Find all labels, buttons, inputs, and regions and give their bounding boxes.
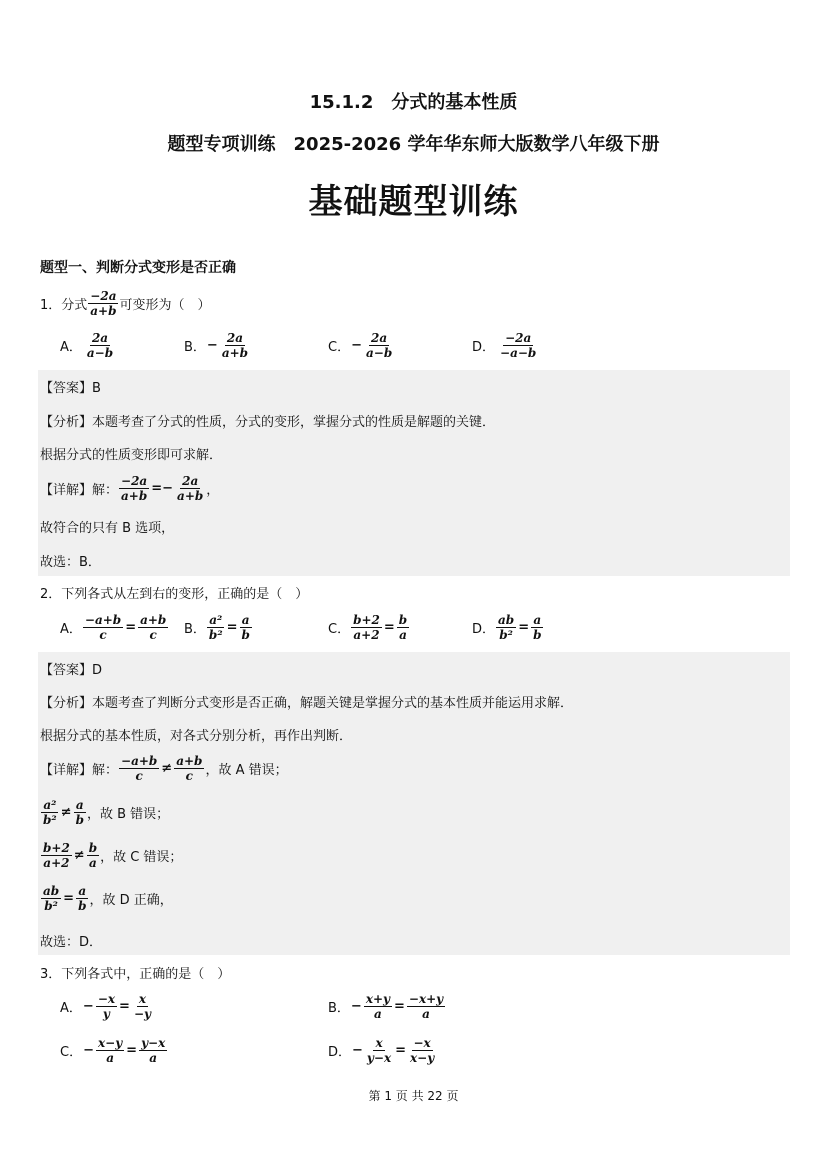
- fraction: [239, 613, 251, 642]
- denominator: c: [99, 628, 107, 642]
- denominator: a+b: [121, 489, 148, 503]
- denominator: −y: [133, 1007, 151, 1021]
- fraction: [174, 754, 204, 783]
- q1-detail: [40, 474, 219, 503]
- denominator: a: [106, 1051, 114, 1065]
- fraction: [74, 798, 86, 827]
- relation: ≠: [60, 805, 72, 820]
- q1-option-b[interactable]: [184, 331, 251, 360]
- denominator: c: [149, 628, 157, 642]
- q2-stem: 2．下列各式从左到右的变形，正确的是（ ）: [40, 587, 309, 602]
- sign: −: [352, 1043, 363, 1058]
- numerator: −x: [413, 1036, 431, 1050]
- section-title: 题型一、判断分式变形是否正确: [40, 260, 236, 276]
- sign: −: [83, 1043, 94, 1058]
- q3-option-d[interactable]: [328, 1036, 437, 1065]
- title-line-2: 题型专项训练 2025-2026 学年华东师大版数学八年级下册: [167, 134, 660, 155]
- option-label: C．: [328, 340, 351, 355]
- q2-analysis: 【分析】本题考查了判断分式变形是否正确，解题关键是掌握分式的基本性质并能运用求解．: [40, 696, 574, 711]
- denominator: b: [241, 628, 250, 642]
- detail-text: ，故 B 错误；: [86, 807, 170, 822]
- denominator: b: [75, 813, 84, 827]
- fraction: [132, 992, 153, 1021]
- numerator: a+b: [176, 754, 203, 768]
- denominator: a−b: [86, 346, 114, 360]
- fraction: [83, 613, 123, 642]
- q2-option-d[interactable]: [472, 613, 544, 642]
- denominator: a: [89, 856, 97, 870]
- numerator: −2a: [505, 331, 532, 345]
- numerator: −2a: [90, 289, 117, 303]
- q1-option-d[interactable]: [472, 331, 539, 360]
- option-label: A．: [60, 340, 82, 355]
- option-label: D．: [472, 340, 496, 355]
- numerator: 2a: [371, 331, 388, 345]
- fraction: [365, 1036, 393, 1065]
- numerator: b: [88, 841, 98, 855]
- q2-detail-c: [40, 841, 182, 870]
- option-label: B．: [184, 340, 206, 355]
- option-label: A．: [60, 1001, 82, 1016]
- fraction: [531, 613, 543, 642]
- relation: =: [126, 1043, 138, 1058]
- denominator: a: [149, 1051, 158, 1065]
- numerator: b+2: [43, 841, 70, 855]
- fraction: [41, 884, 61, 913]
- equals-sign: =−: [151, 481, 174, 496]
- denominator: a+2: [353, 628, 380, 642]
- fraction: [119, 754, 159, 783]
- numerator: 2a: [226, 331, 243, 345]
- denominator: b²: [44, 899, 58, 913]
- numerator: −x: [97, 992, 116, 1006]
- option-fraction: [85, 331, 115, 360]
- denominator: c: [135, 769, 143, 783]
- q2-detail-d: [40, 884, 173, 913]
- numerator: a: [75, 798, 84, 812]
- numerator: a: [533, 613, 542, 627]
- q1-answer: 【答案】B: [40, 381, 101, 396]
- denominator: a: [399, 628, 407, 642]
- q3-option-b[interactable]: [328, 992, 446, 1021]
- q1-prefix: 1．分式: [40, 298, 88, 313]
- fraction: [408, 1036, 436, 1065]
- denominator: a+b: [221, 346, 249, 360]
- relation: =: [125, 620, 137, 635]
- denominator: b²: [43, 813, 57, 827]
- denominator: x−y: [410, 1051, 435, 1065]
- q1-option-c[interactable]: [328, 331, 395, 360]
- q1-option-a[interactable]: [60, 331, 116, 360]
- detail-prefix: 【详解】解：: [40, 763, 119, 778]
- fraction: [496, 613, 516, 642]
- q2-detail-a: [40, 754, 288, 783]
- fraction: [41, 798, 59, 827]
- relation: ≠: [73, 848, 85, 863]
- denominator: a+b: [177, 489, 204, 503]
- option-label: B．: [184, 622, 206, 637]
- numerator: y−x: [141, 1036, 166, 1050]
- option-fraction: [498, 331, 538, 360]
- denominator: b²: [208, 628, 223, 642]
- numerator: a: [78, 884, 87, 898]
- detail-suffix: ，: [206, 483, 220, 498]
- q3-option-a[interactable]: [60, 992, 154, 1021]
- denominator: y: [102, 1007, 110, 1021]
- fraction: [397, 613, 409, 642]
- denominator: a−b: [365, 346, 393, 360]
- fraction: [138, 613, 168, 642]
- fraction: [96, 992, 117, 1021]
- q2-choose: 故选：D．: [40, 935, 103, 950]
- detail-text: ，故 C 错误；: [100, 850, 183, 865]
- q1-solution-panel: [38, 370, 790, 576]
- numerator: a²: [209, 613, 223, 627]
- page-title: 基础题型训练: [308, 182, 519, 222]
- denominator: a: [374, 1007, 382, 1021]
- q2-option-a[interactable]: [60, 613, 169, 642]
- numerator: x+y: [365, 992, 391, 1006]
- fraction: [407, 992, 445, 1021]
- sign: −: [206, 338, 218, 353]
- fraction: [364, 992, 392, 1021]
- q2-option-b[interactable]: [184, 613, 253, 642]
- denominator: c: [185, 769, 193, 783]
- sign: −: [82, 999, 94, 1014]
- q1-suffix: 可变形为（ ）: [119, 298, 211, 313]
- numerator: ab: [43, 884, 60, 898]
- relation: =: [395, 1043, 407, 1058]
- numerator: 2a: [182, 474, 199, 488]
- numerator: x: [138, 992, 147, 1006]
- denominator: b²: [499, 628, 513, 642]
- denominator: y−x: [366, 1051, 392, 1065]
- q1-stem: [40, 289, 211, 318]
- sign: −: [350, 999, 362, 1014]
- fraction: [207, 613, 225, 642]
- q1-method: 根据分式的性质变形即可求解．: [40, 448, 223, 463]
- fraction: [87, 841, 99, 870]
- detail-text: ，故 A 错误；: [205, 763, 288, 778]
- option-label: C．: [60, 1045, 83, 1060]
- page-footer: 第 1 页 共 22 页: [368, 1089, 459, 1103]
- numerator: 2a: [91, 331, 109, 345]
- fraction: [139, 1036, 167, 1065]
- relation: =: [383, 620, 395, 635]
- q2-answer: 【答案】D: [40, 663, 103, 678]
- q1-conclusion: 故符合的只有 B 选项，: [40, 521, 175, 536]
- q3-stem: 3．下列各式中，正确的是（ ）: [40, 967, 231, 982]
- option-fraction: [220, 331, 250, 360]
- detail-text: ，故 D 正确，: [89, 893, 173, 908]
- option-label: D．: [328, 1045, 352, 1060]
- relation: =: [518, 620, 530, 635]
- relation: ≠: [161, 761, 173, 776]
- numerator: −a+b: [84, 613, 122, 627]
- option-fraction: [364, 331, 394, 360]
- fraction: [119, 474, 149, 503]
- q1-choose: 故选：B．: [40, 555, 101, 570]
- relation: =: [226, 620, 238, 635]
- sign: −: [351, 338, 362, 353]
- relation: =: [119, 999, 130, 1014]
- denominator: b: [533, 628, 542, 642]
- numerator: −x+y: [408, 992, 444, 1006]
- numerator: ab: [498, 613, 515, 627]
- q2-method: 根据分式的基本性质，对各式分别分析，再作出判断．: [40, 729, 353, 744]
- relation: =: [394, 999, 405, 1014]
- numerator: x−y: [97, 1036, 123, 1050]
- relation: =: [63, 891, 75, 906]
- fraction: [351, 613, 382, 642]
- detail-prefix: 【详解】解：: [40, 483, 119, 498]
- numerator: a: [241, 613, 250, 627]
- denominator: a: [422, 1007, 430, 1021]
- numerator: −2a: [121, 474, 148, 488]
- denominator: −a−b: [500, 346, 537, 360]
- numerator: a²: [43, 798, 57, 812]
- q1-stem-fraction: [88, 289, 118, 318]
- option-label: A．: [60, 622, 82, 637]
- denominator: b: [78, 899, 87, 913]
- denominator: a+b: [90, 304, 117, 318]
- q1-analysis: 【分析】本题考查了分式的性质，分式的变形，掌握分式的性质是解题的关键．: [40, 415, 496, 430]
- q2-detail-b: [40, 798, 169, 827]
- fraction: [41, 841, 72, 870]
- option-label: D．: [472, 622, 496, 637]
- q3-option-c[interactable]: [60, 1036, 168, 1065]
- numerator: b: [398, 613, 408, 627]
- fraction: [96, 1036, 124, 1065]
- numerator: a+b: [140, 613, 167, 627]
- option-label: C．: [328, 622, 351, 637]
- denominator: a+2: [43, 856, 70, 870]
- fraction: [76, 884, 88, 913]
- numerator: −a+b: [121, 754, 158, 768]
- numerator: x: [375, 1036, 383, 1050]
- option-label: B．: [328, 1001, 350, 1016]
- q2-option-c[interactable]: [328, 613, 410, 642]
- title-line-1: 15.1.2 分式的基本性质: [309, 92, 518, 113]
- numerator: b+2: [353, 613, 380, 627]
- fraction: [175, 474, 205, 503]
